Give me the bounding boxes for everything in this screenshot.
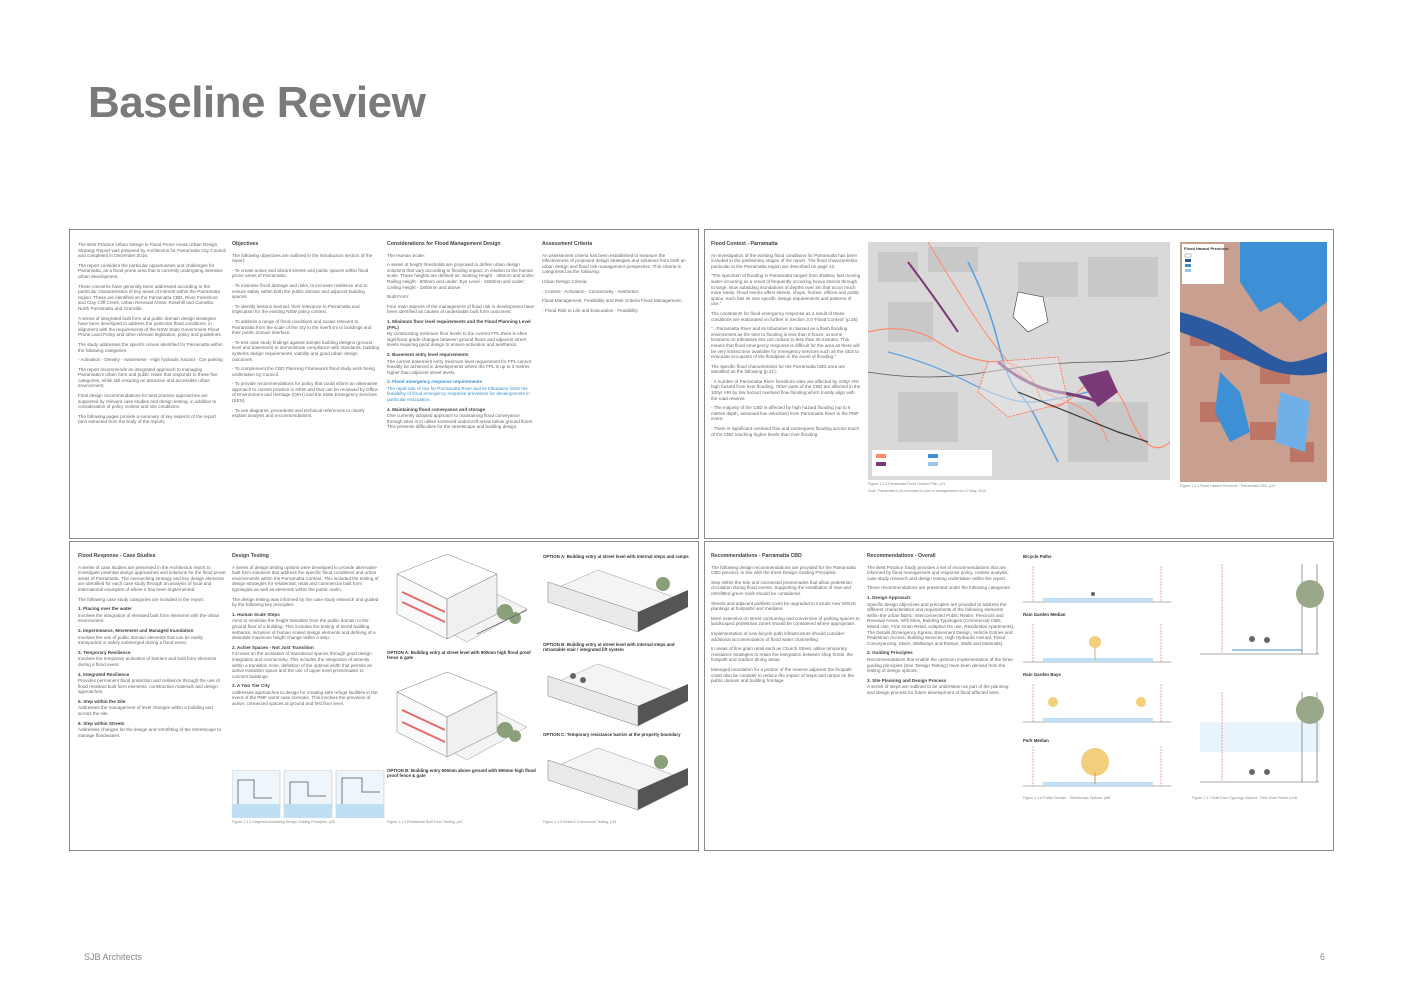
text: Final design recommendations for best practice approaches are supported by relevant case studies and design testing, in addition to consideration of policy context and site conditions.	[78, 393, 217, 410]
text: Step within the Site and connected promenades that allow pedestrian circulation during flood events. Supporting the installation of new and retrofitted green roofs should be considered.	[711, 579, 852, 596]
text: The Best Practice Urban Design in Flood Prone Areas Urban Design Strategy Report was prepared by Architectus for Parramatta City Council and completed in December 2016.	[78, 242, 226, 259]
heading: Objectives	[232, 241, 259, 247]
col-considerations	[387, 242, 535, 434]
option-a-label: OPTION A: Building entry at street level with internal steps and ramps	[543, 554, 689, 559]
col-recommendations-overall	[867, 554, 1015, 699]
section-rain-garden-median	[1023, 620, 1171, 670]
option-c-label: OPTION C: Temporary resistance barrier at the property boundary	[543, 732, 681, 737]
text: - Context - Activation - Connectivity - Aesthetics	[542, 288, 639, 294]
col-case-studies	[78, 554, 226, 742]
text: - To test case study findings against sample building designs (ground-level and basement) to demonstrate compliance with standards, building systems design requirements, viability and good urban design outcomes.	[232, 339, 380, 362]
section-bicycle-paths	[1023, 562, 1171, 610]
text: The specific flood characteristics for the Parramatta CBD area are identified as the following (p.21):	[711, 363, 846, 375]
text: The report recommends an integrated approach to managing Parramatta's urban form and public realm that responds to these five categories, while still ensuring an attractive and accessible urban environment.	[78, 366, 218, 389]
numbered-heading: 3. A Two Tier City	[232, 683, 270, 689]
page-number: 6	[1319, 952, 1325, 962]
text: An assessment criteria has been established to measure the effectiveness of proposed design strategies and solutions from both an urban design and flood risk management perspective. This criteria is categorised as the following:	[542, 252, 686, 275]
text: The Best Practice Study provides a set of recommendations that are informed by flood management and response policy, context analysis, case study research and design testing undertaken within the report.	[867, 564, 1009, 581]
map-parramatta-flood-context	[868, 242, 1170, 480]
spread-top-left	[69, 229, 699, 539]
heading: Assessment Criteria	[542, 241, 593, 247]
residential-iso-option-a	[387, 554, 537, 652]
text: - To provide recommendations for policy that could inform an alternative approach to current practice in NSW and that can be reviewed by Office of Environment and Heritage (OEH) and the State Emergency Services (SES).	[232, 381, 378, 404]
text: The rapid rate of rise for Parramatta River and its tributaries limits the feasibility of flood emergency response provisions for developments in particular evacuation.	[387, 385, 530, 403]
built-form-section-upper	[1192, 554, 1327, 664]
col-intro	[78, 242, 226, 429]
text: Four main aspects of the management of flood risk in development have been identified as causes of undesirable built form outcomes:	[387, 303, 535, 315]
text: The following objectives are outlined in the introduction section of the report:	[232, 252, 373, 264]
text: The design testing was informed by the case study research and guided by the following key principles:	[232, 596, 379, 608]
numbered-heading: 2. Guiding Principles	[867, 650, 913, 656]
heading: Recommendations - Parramatta CBD	[711, 553, 802, 559]
text: - Activation - Density - Awareness - High hydraulic hazard - Car parking	[78, 357, 223, 363]
text: - To address a range of flood conditions and scales relevant to Parramatta from the scale of the city to the riverfront to buildings and their public domain interface.	[232, 318, 372, 336]
section-label: Bicycle Paths	[1023, 554, 1052, 559]
footer-company: SJB Architects	[84, 952, 143, 962]
numbered-heading: 2. Basement entry level requirements	[387, 351, 469, 357]
figure-caption: Figure 1.1.6 Public Domain - Streetscape Options, p88	[1023, 796, 1111, 800]
heading: Flood Response - Case Studies	[78, 553, 156, 559]
text: Involves the temporary activation of barriers and built form elements during a flood event.	[78, 656, 217, 667]
numbered-heading: 1. Minimum floor level requirements and the Flood Planning Level (FPL)	[387, 318, 531, 330]
text: These concerns have generally been addressed according to the particular characteristics of key areas of interest within the Parramatta region. These are identified as the Parramatta CBD, River Foreshore and Clay Cliff Creek, Urban Renewal Areas, Rosehill and Camellia, North Parramatta and Granville.	[78, 283, 220, 311]
text: Managed inundation for a portion of the reserve adjacent the footpath could also be consider to reduce the impact of steps and ramps on the public domain and building frontage.	[711, 666, 855, 684]
text: More extensive on street consuming and conversion of parking spaces to landscaped pedestrian zones should be considered where appropriate.	[711, 615, 860, 627]
section-label: Rain Garden Median	[1023, 612, 1066, 617]
retail-iso-option-a	[543, 562, 693, 634]
figure-caption: Figure 1.1.2 Parramatta Flood Context Plan, p21	[868, 482, 946, 486]
section-label: Park Median	[1023, 738, 1049, 743]
text: - A number of Parramatta River foreshore sites are affected by 100yr ARI high hazard from river flooding. Other parts of the CBD are affected in the 100yr ARI by low hazard overland flow flooding which mostly align with the road reserve.	[711, 378, 861, 401]
text: Involves the use of public domain elements that can be easily transported or safely submerged during a flood event.	[78, 634, 203, 646]
numbered-heading: 3. Flood emergency response requirements	[387, 379, 483, 385]
text: - There is significant overland flow and consequent flooding across much of the CBD reaching higher levels than river flooding.	[711, 426, 860, 437]
numbered-heading: 1. Placing over the water	[78, 606, 132, 612]
text: Addresses approaches to design for creating safe refuge facilities in the event of the PMF worst case scenario. This involves the provision of active, connected spaces at ground and first floor level.	[232, 689, 378, 707]
heading: Recommendations - Overall	[867, 553, 936, 559]
section-label: Rain Garden Bays	[1023, 672, 1061, 677]
figure-caption: Figure 1.1.5 Retail & Commercial Testing, p43	[543, 820, 617, 824]
spread-top-right	[704, 229, 1334, 539]
numbered-heading: 2. Active Spaces - Not Just Transition	[232, 644, 314, 650]
text: The current basement entry minimum level requirement for FPL cannot feasibly be achieved in developments where the FPL is up to 3 metres higher than adjacent street levels.	[387, 358, 532, 375]
text: - To minimise flood damage and risks, to increase resilience and to ensure safety within both the public domain and adjacent building spaces.	[232, 282, 368, 300]
numbered-heading: 3. Temporary Resilience	[78, 649, 131, 655]
numbered-heading: 2. Impermeance, Movement and Managed Inundation	[78, 627, 194, 633]
numbered-heading: 1. Design Approach:	[867, 594, 912, 600]
figure-caption: Figure 1.1.1 Flood Hazard Precincts - Parramatta CBD, p24	[1180, 484, 1276, 488]
section-rain-garden-bays	[1023, 680, 1171, 730]
text: Provides permanent flood protection and resilience through the use of flood resistant built form elements, construction materials and design approaches.	[78, 678, 220, 695]
text: - To create active and vibrant streets and public spaces within flood prone areas of Parramatta.	[232, 267, 369, 279]
residential-iso-option-b	[387, 670, 537, 770]
text: Flood Management, Feasibility and Risk Criteria Flood Management:	[542, 298, 682, 304]
col-design-testing	[232, 554, 380, 711]
col-flood-context	[711, 242, 861, 441]
principles-diagrams	[232, 770, 388, 818]
page-title: Baseline Review	[88, 78, 426, 127]
text: One currently adopted approach to maintaining flood conveyance through sites is to utilise screened undercroft areas below ground floors. This presents difficulties for the streetscape and building design.	[387, 413, 534, 430]
text: These recommendations are presented under the following categories:	[867, 585, 1011, 591]
text: - To complement the CBD Planning Framework flood study work being undertaken by Council.	[232, 366, 375, 377]
text: - To identify lessons learned, their relevance to Parramatta and implication for the existing NSW policy context.	[232, 303, 360, 315]
text: A series of design testing options were developed to provide alternative built form solutions that address the specific flood conditions and urban environments within the Parramatta Context. This included the testing of design strategies for residential, retail and commercial built form typologies as well as elements within the public realm.	[232, 564, 379, 592]
text: Aims to minimise the height transition from the public domain to the ground floor of a building. This includes the testing of tiered building setbacks, inclusion of human scaled design elements and defining of a desirable maximum height change within a step.	[232, 618, 376, 641]
text: Implementation of new bicycle path infrastructure should consider additional accommodation of flood water channelling.	[711, 630, 845, 642]
text: - To use diagrams, precedents and technical references to clearly explain analysis and recommendations.	[232, 407, 365, 419]
text: The following design recommendations are provided for the Parramatta CBD precinct, in line with the three Design Guiding Principles:	[711, 564, 856, 576]
heading: Considerations for Flood Management Design	[387, 241, 501, 247]
spread-bottom-left	[69, 541, 699, 851]
option-b-label: OPTION B: Building entry 600mm above ground with 900mm high flood proof fence & gate	[387, 768, 536, 778]
figure-caption: Figure 1.1.4 Residential Built Form Testing, p42	[387, 820, 463, 824]
numbered-heading: 5. Step within the Site	[78, 698, 126, 704]
text: - The majority of the CBD is affected by high hazard flooding (up to 6 metres depth, assumed low velocities) from Parramatta River in the PMF event.	[711, 405, 859, 422]
legend-title: Flood Hazard Precincts	[1184, 246, 1229, 251]
col-objectives	[232, 242, 380, 423]
retail-iso-option-c	[543, 740, 693, 812]
option-a-label: OPTION A: Building entry at street level with 900mm high flood proof fence & gate	[387, 650, 531, 660]
figure-caption: Figure 1.1.7 Built Form Typology Options - Fine Grain Retail, p116	[1192, 796, 1298, 800]
map-hazard-precincts	[1180, 242, 1327, 482]
option-b-label: OPTION B: Building entry at street level with internal steps and retractable stair / integrated lift system	[543, 642, 675, 652]
col-assessment	[542, 242, 688, 317]
text: The constraints for flood emergency response as a result of these conditions are elaborated on further in Section 3.0 'Flood Context' (p.25):	[711, 310, 859, 322]
text: The following case study categories are included in the report:	[78, 596, 205, 602]
text: Urban Design Criteria:	[542, 278, 588, 284]
text: "The spectrum of flooding in Parramatta ranges from shallow, fast moving water occurring as a result of frequently occurring heavy storms through to large, slow subsiding inundations of depths over 3m that occur much more rarely. Flood events affect streets, shops, homes, offices and public space, each has its own specific design requirements and patterns of use."	[711, 273, 861, 307]
text: By constructing minimum floor levels to the current FPL there is often significant grade changes between ground floors and adjacent street levels requiring good design to ensure activation and aesthetics.	[387, 331, 528, 348]
numbered-heading: 3. Site Planning and Design Process	[867, 677, 947, 683]
heading: Design Testing	[232, 553, 269, 559]
text: The following pages provide a summary of key aspects of the report (text extracted from the body of the report).	[78, 413, 216, 425]
text: "...Parramatta River and its tributaries is classed as a flash flooding environment as the time to flooding is less than 6 hours; at some locations on tributaries this can reduce to less than 30 minutes. This means that flood emergency response is difficult for the area as there will be very limited time available for emergency services such as the SES to evacuate occupants of the floodplain in the event of flooding."	[711, 326, 860, 360]
text: Recommendations that enable the optimum implementation of the three guiding principles (See 'Design Testing') have been derived from the testing of design options.	[867, 656, 1013, 674]
figure-note: Note: Parramatta LGA boundary is prior to amalgamation on 12 May, 2016	[868, 489, 987, 493]
text: Streets and adjacent parklets could be upgraded to include new WSUD plantings at footpaths and medians.	[711, 600, 856, 612]
spread-bottom-right	[704, 541, 1334, 851]
text: Built Form:	[387, 294, 410, 300]
text: - Flood Risk to Life and Evacuation - Feasibility	[542, 307, 638, 313]
text: The report considers the particular opportunities and challenges for Parramatta, as a flood prone area that is currently undergoing intensive urban development.	[78, 262, 223, 279]
text: The study addresses the specific issues identified for Parramatta within the following categories:	[78, 341, 223, 353]
figure-caption: Figure 1.1.3 Diagrams illustrating Design Guiding Principles, p30	[232, 820, 335, 824]
text: A series of steps are outlined to be undertaken as part of the planning and design process for future development of flood affected sites.	[867, 684, 1009, 695]
text: A series of case studies are presented in the Architectus report to investigate potential design approaches and solutions for the flood prone areas of Parramatta. The overarching strategy and key design elements are identified for each case study through an analysis of local and international examples of where it has been implemented.	[78, 564, 226, 592]
numbered-heading: 4. Integrated Resilience	[78, 671, 130, 677]
text: A series of integrated built form and public domain design strategies have been developed to address the particular flood conditions, in alignment with the requirements of the NSW State Government Flood Prone Land Policy and other relevant legislation, policy and guidelines.	[78, 315, 222, 338]
built-form-section-lower	[1192, 682, 1327, 792]
numbered-heading: 4. Maintaining flood conveyance and storage	[387, 406, 486, 412]
retail-iso-option-b	[543, 656, 693, 728]
text: In areas of fine grain retail such as Church Street, utilise temporary resistance strategies to retain the integration between shop fronts, the footpath and outdoor dining areas.	[711, 646, 853, 663]
col-recommendations-cbd	[711, 554, 861, 688]
numbered-heading: 1. Human Scale Steps	[232, 611, 280, 617]
numbered-heading: 6. Step within Streets	[78, 720, 125, 726]
text: The Human Scale:	[387, 252, 426, 258]
text: Addresses changes for the design and retrofitting of the streetscape to manage floodwaters.	[78, 727, 222, 738]
text: Involves the integration of elevated built form elements with the urban environment.	[78, 612, 220, 624]
text: Specific design objectives and principles are provided to address the different characteristics and requirements of the following elements within the urban fabric: Interconnected Public Realm, Precincts and Renewal Areas, Infill Sites, Building Typologies (Commercial CBD, Mixed Use, Fine Grain Retail, Adaptive Re use, Residential Apartments), The Details (Emergency Egress, Basement Design, Vehicle Entries and Pedestrian Access, Building Services, High Hydraulic Hazard, Flood Conveyancing, Stairs, Walkways and Ramps, Walls and Materials).	[867, 601, 1015, 646]
text: An investigation of the existing flood conditions for Parramatta has been included in the preliminary stages of the report. The flood characteristics particular to the Parramatta region are described on page 12:	[711, 252, 858, 269]
text: A series of height thresholds are proposed to define urban design solutions that vary according to flooding impact, in relation to the human scale. These heights are defined as: Seating Height - 450mm and under; Railing Height - 900mm and under; Eye Level - 1500mm and under; Ceiling Height - 1800mm and above	[387, 262, 535, 290]
text: Addresses the management of level changes within a building and across the site.	[78, 705, 213, 717]
heading: Flood Context - Parramatta	[711, 241, 778, 247]
section-park-median	[1023, 742, 1171, 794]
text: Focuses on the activation of transitional spaces through good design integration and connectivity. This includes the integration of amenity within a transition zone, definition of the optimal width that permits an active transition space and the use of upper level promenades to connect buildings.	[232, 651, 373, 679]
